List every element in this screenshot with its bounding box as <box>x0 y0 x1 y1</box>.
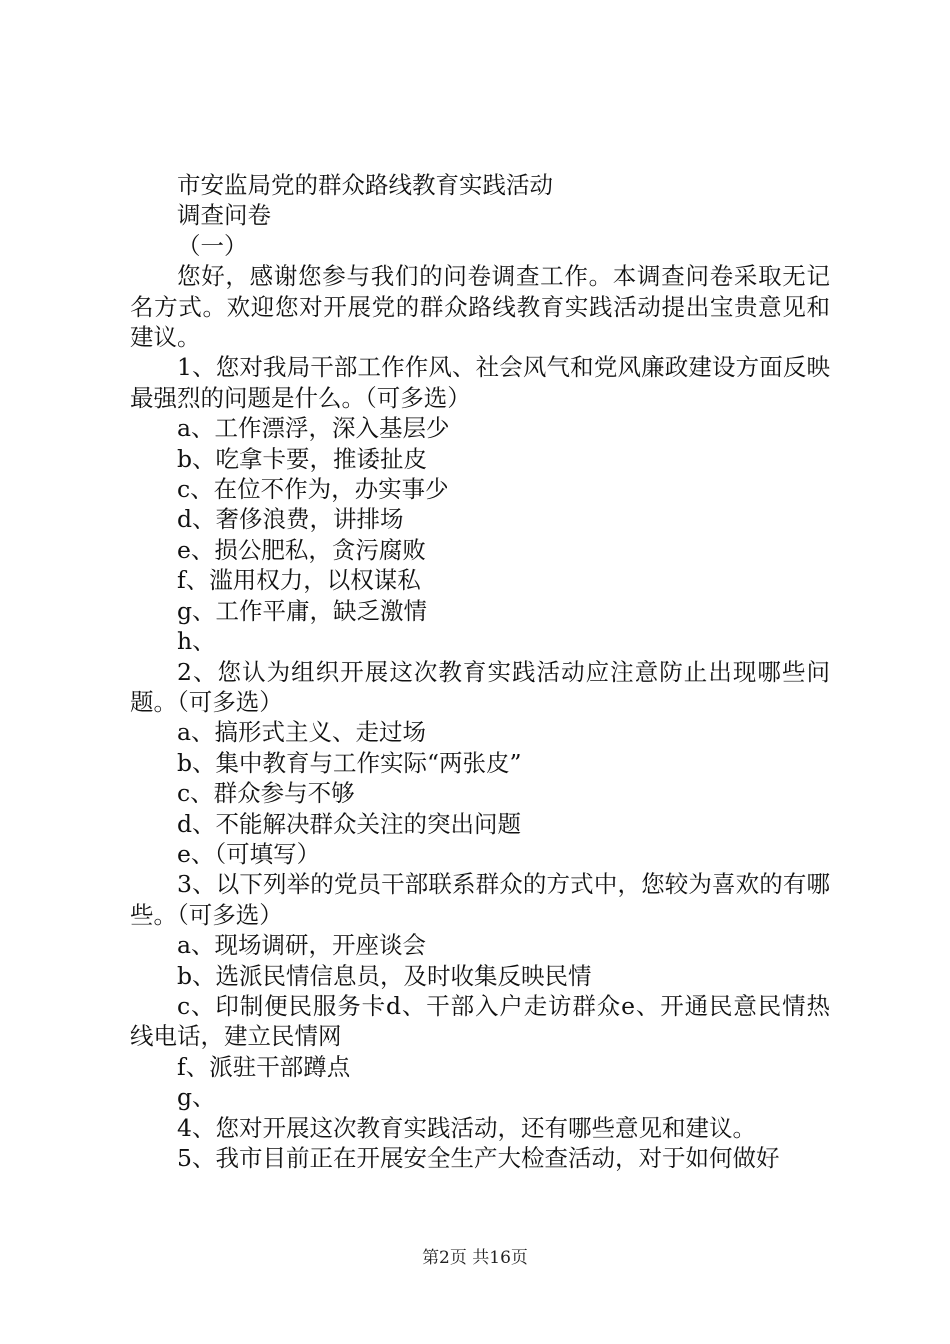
question-1-option-b: b、吃拿卡要，推诿扯皮 <box>177 444 428 473</box>
intro-paragraph: 您好，感谢您参与我们的问卷调查工作。本调查问卷采取无记名方式。欢迎您对开展党的群众路线教育实践活动提出宝贵意见和建议。 <box>130 262 830 352</box>
question-1-option-h: h、 <box>177 627 216 656</box>
question-1-option-a: a、工作漂浮，深入基层少 <box>177 414 450 443</box>
question-3-option-a: a、现场调研，开座谈会 <box>177 931 427 960</box>
question-3-option-f: f、派驻干部蹲点 <box>177 1052 351 1081</box>
question-1: 1、您对我局干部工作作风、社会风气和党风廉政建设方面反映最强烈的问题是什么。（可多选） <box>130 353 830 412</box>
doc-title-line-1: 市安监局党的群众路线教育实践活动 <box>177 171 553 199</box>
question-2-option-d: d、不能解决群众关注的突出问题 <box>177 809 522 838</box>
question-1-option-f: f、滥用权力，以权谋私 <box>177 566 421 595</box>
question-2-option-a: a、搞形式主义、走过场 <box>177 718 427 747</box>
question-2-option-c: c、群众参与不够 <box>177 779 355 808</box>
page-number-label: 第2页 共16页 <box>422 1248 528 1268</box>
section-number: （一） <box>177 231 248 260</box>
question-2-option-b: b、集中教育与工作实际“两张皮” <box>177 748 522 777</box>
question-5: 5、我市目前正在开展安全生产大检查活动，对于如何做好 <box>177 1144 780 1172</box>
question-1-option-d: d、奢侈浪费，讲排场 <box>177 505 404 534</box>
question-1-option-g: g、工作平庸，缺乏激情 <box>177 596 428 625</box>
doc-title-line-2: 调查问卷 <box>177 201 271 230</box>
question-3: 3、以下列举的党员干部联系群众的方式中，您较为喜欢的有哪些。（可多选） <box>130 870 830 929</box>
question-1-option-c: c、在位不作为，办实事少 <box>177 475 449 504</box>
question-2: 2、您认为组织开展这次教育实践活动应注意防止出现哪些问题。（可多选） <box>130 657 830 716</box>
question-3-option-g: g、 <box>177 1083 216 1112</box>
question-3-options-c-d-e: c、印制便民服务卡d、干部入户走访群众e、开通民意民情热线电话，建立民情网 <box>130 991 830 1051</box>
question-4: 4、您对开展这次教育实践活动，还有哪些意见和建议。 <box>177 1113 756 1142</box>
question-3-option-b: b、选派民情信息员，及时收集反映民情 <box>177 961 592 990</box>
question-2-option-e: e、（可填写） <box>177 839 321 868</box>
page-footer <box>0 1243 950 1268</box>
question-1-option-e: e、损公肥私，贪污腐败 <box>177 535 426 564</box>
document-body <box>130 170 830 1173</box>
